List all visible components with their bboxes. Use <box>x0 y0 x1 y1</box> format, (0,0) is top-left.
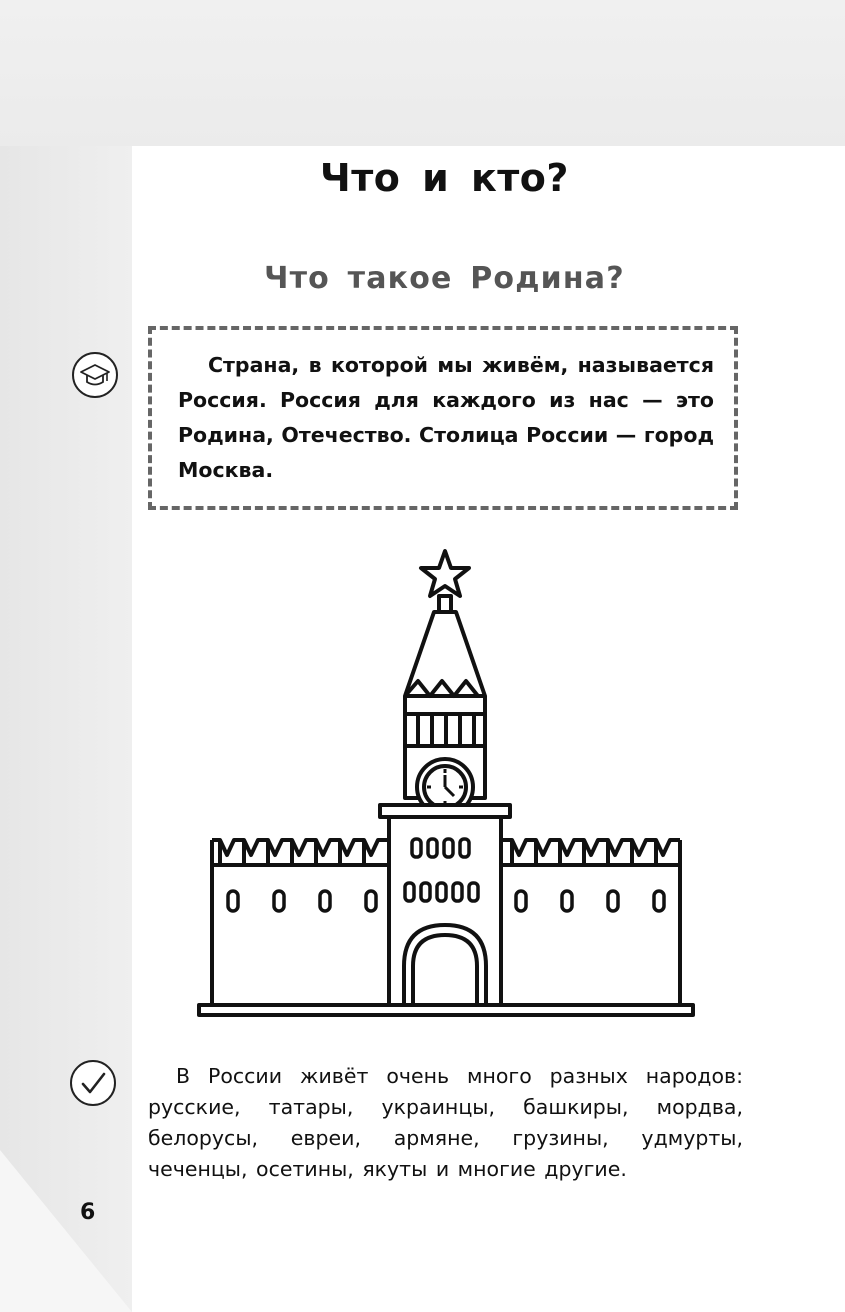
info-text: Страна, в которой мы живём, называется Россия. Россия для каждого из нас — это Родина, Отечество. Столица России — город Москва. <box>178 353 714 482</box>
top-margin <box>0 0 845 146</box>
page-corner <box>0 1150 132 1312</box>
section-title: Что такое Родина? <box>264 261 625 296</box>
page-title: Что и кто? <box>320 156 569 200</box>
graduation-cap-icon <box>72 352 118 398</box>
page-number: 6 <box>80 1200 96 1225</box>
checkmark-icon <box>70 1060 116 1106</box>
left-margin <box>0 146 132 1312</box>
body-paragraph: В России живёт очень много разных народов: русские, татары, украинцы, башкиры, мордва, белорусы, евреи, армяне, грузины, удмурты, чеченцы, осетины, якуты и многие другие. <box>148 1064 743 1181</box>
kremlin-tower-illustration <box>196 546 696 1020</box>
